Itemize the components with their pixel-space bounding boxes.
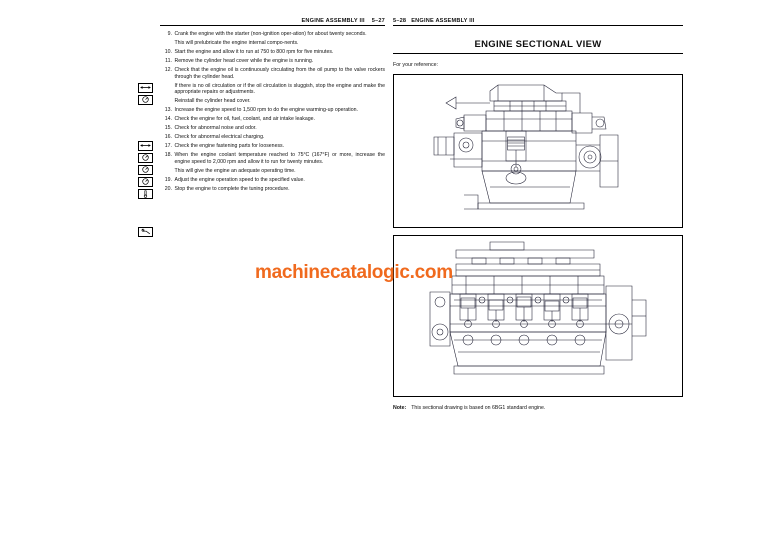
step-number: 10. (164, 48, 172, 55)
right-header-page-number: 5–28 (393, 18, 407, 24)
step-paragraph: Check for abnormal noise and odor. (174, 125, 257, 132)
gauge-icon (138, 177, 153, 187)
step-text (175, 143, 386, 150)
step-number: 15. (164, 125, 172, 132)
step-text (175, 107, 386, 114)
step-paragraph: This will give the engine an adequate operating time. (174, 167, 296, 174)
step-text (175, 67, 386, 105)
step-number: 14. (164, 116, 172, 123)
step-number: 12. (164, 66, 172, 73)
step-paragraph: Check the engine for oil, fuel, coolant, and air intake leakage. (174, 116, 315, 123)
left-header-title: ENGINE ASSEMBLY III (301, 18, 365, 24)
engine-side-section-drawing (394, 236, 682, 394)
left-page-header (160, 18, 385, 26)
arrows-horizontal-icon (138, 83, 153, 93)
list-item (160, 177, 385, 184)
list-item (160, 134, 385, 141)
list-item (160, 107, 385, 114)
title-divider (393, 53, 683, 54)
step-paragraph: If there is no oil circulation or if the oil circulation is sluggish, stop the engine and make the appropriate repairs or adjustments. (174, 82, 385, 96)
step-paragraph: When the engine coolant temperature reached to 75°C (167°F) or more, increase the engine speed to 2,000 rpm and allow it to run for twenty minutes. (174, 152, 385, 165)
list-item (160, 152, 385, 174)
step-number: 9. (167, 31, 172, 37)
step-number: 18. (164, 152, 172, 158)
step-paragraph: Check for abnormal electrical charging. (174, 134, 265, 141)
arrows-horizontal-icon (138, 141, 153, 151)
page-title: ENGINE SECTIONAL VIEW (474, 39, 602, 50)
step-paragraph: Remove the cylinder head cover while the engine is running. (174, 57, 314, 64)
figure-note (393, 405, 683, 411)
list-item (160, 67, 385, 105)
left-header-page-number: 5–27 (371, 18, 385, 24)
step-text (175, 116, 386, 123)
left-page (160, 18, 385, 348)
step-number: 17. (164, 143, 172, 150)
right-page-header (393, 18, 683, 26)
step-text (175, 186, 386, 193)
gauge-icon (138, 153, 153, 163)
right-header-title: ENGINE ASSEMBLY III (411, 18, 475, 24)
for-reference-label: For your reference: (393, 62, 439, 68)
step-paragraph: Start the engine and allow it to run at 750 to 800 rpm for five minutes. (174, 48, 334, 55)
step-paragraph: Increase the engine speed to 1,500 rpm to do the engine warming-up operation. (174, 107, 358, 114)
list-item (160, 31, 385, 47)
wrench-icon (138, 227, 153, 237)
list-item (160, 125, 385, 132)
engine-front-section-drawing (394, 75, 682, 225)
gauge-icon (138, 95, 153, 105)
step-paragraph: Check the engine fastening parts for looseness. (174, 143, 285, 150)
procedure-step-list (160, 31, 385, 192)
thermometer-icon (138, 189, 153, 199)
step-paragraph: Crank the engine with the starter (non-ignition oper-ation) for about twenty seconds. (174, 31, 367, 37)
list-item (160, 143, 385, 150)
right-page (393, 18, 683, 428)
step-text (175, 49, 386, 56)
note-label: Note: (393, 405, 407, 411)
step-paragraph: This will prelubricate the engine internal compo-nents. (174, 39, 299, 46)
step-paragraph: Check that the engine oil is continuously circulating from the oil pump to the valve rockers through the cylinder head. (174, 66, 385, 80)
note-text: This sectional drawing is based on 6BG1 standard engine. (411, 405, 546, 411)
watermark: machinecatalogic.com (255, 262, 453, 283)
step-text (175, 125, 386, 132)
gauge-icon (138, 165, 153, 175)
step-text (175, 152, 386, 174)
step-number: 16. (164, 134, 172, 141)
step-text (175, 31, 386, 47)
step-text (175, 58, 386, 65)
list-item (160, 49, 385, 56)
step-number: 13. (164, 107, 172, 114)
step-number: 20. (164, 185, 172, 192)
step-number: 19. (164, 176, 172, 183)
engine-sectional-view-figure-2 (393, 235, 683, 397)
step-text (175, 134, 386, 141)
engine-sectional-view-figure-1 (393, 74, 683, 228)
step-number: 11. (165, 57, 172, 64)
step-paragraph: Reinstall the cylinder head cover. (174, 98, 251, 105)
step-paragraph: Adjust the engine operation speed to the specified value. (174, 176, 305, 183)
list-item (160, 58, 385, 65)
list-item (160, 116, 385, 123)
step-text (175, 177, 386, 184)
step-paragraph: Stop the engine to complete the tuning procedure. (174, 185, 290, 192)
list-item (160, 186, 385, 193)
